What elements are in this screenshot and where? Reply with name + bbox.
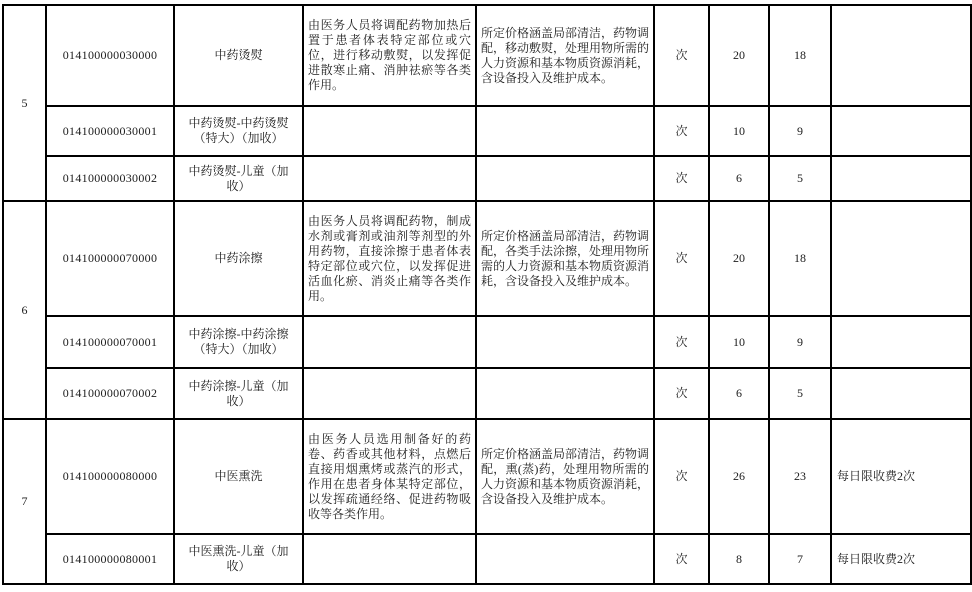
price-scope-cell	[476, 419, 654, 534]
price-2-cell: 5	[769, 368, 831, 419]
unit-cell: 次	[654, 156, 709, 201]
service-description-cell	[303, 534, 476, 584]
table-row	[3, 419, 971, 534]
price-2-cell: 9	[769, 316, 831, 368]
service-code-cell: 014100000030000	[46, 5, 174, 106]
service-name-cell: 中医熏洗-儿童（加收）	[174, 534, 303, 584]
unit-cell: 次	[654, 106, 709, 156]
service-name-cell: 中医熏洗	[174, 419, 303, 534]
price-2-cell: 7	[769, 534, 831, 584]
service-name-cell: 中药烫熨	[174, 5, 303, 106]
note-cell	[831, 106, 971, 156]
service-description-cell	[303, 106, 476, 156]
service-description-cell-text: 由医务人员选用制备好的药卷、药香或其他材料，点燃后直接用烟熏烤或蒸汽的形式，作用在患者身体某特定部位，以发挥疏通经络、促进药物吸收等各类作用。	[308, 431, 471, 521]
unit-cell: 次	[654, 368, 709, 419]
price-2-cell: 5	[769, 156, 831, 201]
price-scope-cell	[476, 156, 654, 201]
medical-service-price-table	[2, 4, 972, 585]
price-2-cell: 23	[769, 419, 831, 534]
price-1-cell: 10	[709, 106, 769, 156]
note-cell	[831, 5, 971, 106]
price-scope-cell	[476, 534, 654, 584]
price-1-cell: 20	[709, 5, 769, 106]
unit-cell: 次	[654, 419, 709, 534]
price-scope-cell-text: 所定价格涵盖局部清洁，药物调配，各类手法涂擦，处理用物所需的人力资源和基本物质资源消耗，含设备投入及维护成本。	[481, 228, 650, 288]
table-row	[3, 368, 971, 419]
note-cell	[831, 156, 971, 201]
price-1-cell: 26	[709, 419, 769, 534]
note-cell: 每日限收费2次	[831, 419, 971, 534]
table-body	[3, 5, 971, 584]
row-number-cell: 7	[3, 419, 46, 584]
price-2-cell: 9	[769, 106, 831, 156]
price-1-cell: 20	[709, 201, 769, 316]
note-cell: 每日限收费2次	[831, 534, 971, 584]
price-2-cell: 18	[769, 201, 831, 316]
note-cell	[831, 201, 971, 316]
table-row	[3, 5, 971, 106]
row-number-cell: 5	[3, 5, 46, 201]
service-description-cell	[303, 368, 476, 419]
row-number-cell: 6	[3, 201, 46, 419]
table-row	[3, 156, 971, 201]
service-code-cell: 014100000080001	[46, 534, 174, 584]
price-scope-cell	[476, 316, 654, 368]
table-row	[3, 316, 971, 368]
price-1-cell: 6	[709, 368, 769, 419]
unit-cell: 次	[654, 201, 709, 316]
price-scope-cell	[476, 5, 654, 106]
price-scope-cell	[476, 368, 654, 419]
price-1-cell: 8	[709, 534, 769, 584]
service-name-cell: 中药涂擦-中药涂擦（特大）（加收）	[174, 316, 303, 368]
service-description-cell-text: 由医务人员将调配药物，制成水剂或膏剂或油剂等剂型的外用药物，直接涂擦于患者体表特定部位或穴位，以发挥促进活血化瘀、消炎止痛等各类作用。	[308, 213, 471, 303]
price-scope-cell-text: 所定价格涵盖局部清洁，药物调配，移动敷熨，处理用物所需的人力资源和基本物质资源消耗，含设备投入及维护成本。	[481, 25, 650, 85]
service-code-cell: 014100000080000	[46, 419, 174, 534]
service-description-cell	[303, 156, 476, 201]
unit-cell: 次	[654, 5, 709, 106]
service-description-cell	[303, 419, 476, 534]
table-row	[3, 201, 971, 316]
service-name-cell: 中药涂擦-儿童（加收）	[174, 368, 303, 419]
price-scope-cell	[476, 201, 654, 316]
unit-cell: 次	[654, 316, 709, 368]
table-row	[3, 534, 971, 584]
table-row	[3, 106, 971, 156]
unit-cell: 次	[654, 534, 709, 584]
service-name-cell: 中药烫熨-儿童（加收）	[174, 156, 303, 201]
price-2-cell: 18	[769, 5, 831, 106]
service-description-cell	[303, 5, 476, 106]
price-1-cell: 10	[709, 316, 769, 368]
service-code-cell: 014100000070000	[46, 201, 174, 316]
service-description-cell-text: 由医务人员将调配药物加热后置于患者体表特定部位或穴位，进行移动敷熨，以发挥促进散寒止痛、消肿祛瘀等各类作用。	[308, 18, 471, 92]
service-name-cell: 中药烫熨-中药烫熨（特大）（加收）	[174, 106, 303, 156]
service-code-cell: 014100000030002	[46, 156, 174, 201]
service-description-cell	[303, 201, 476, 316]
price-1-cell: 6	[709, 156, 769, 201]
service-code-cell: 014100000070002	[46, 368, 174, 419]
note-cell	[831, 316, 971, 368]
price-scope-cell	[476, 106, 654, 156]
service-code-cell: 014100000030001	[46, 106, 174, 156]
price-scope-cell-text: 所定价格涵盖局部清洁，药物调配，熏(蒸)药，处理用物所需的人力资源和基本物质资源消耗，含设备投入及维护成本。	[481, 446, 650, 506]
service-description-cell	[303, 316, 476, 368]
note-cell	[831, 368, 971, 419]
service-code-cell: 014100000070001	[46, 316, 174, 368]
service-name-cell: 中药涂擦	[174, 201, 303, 316]
